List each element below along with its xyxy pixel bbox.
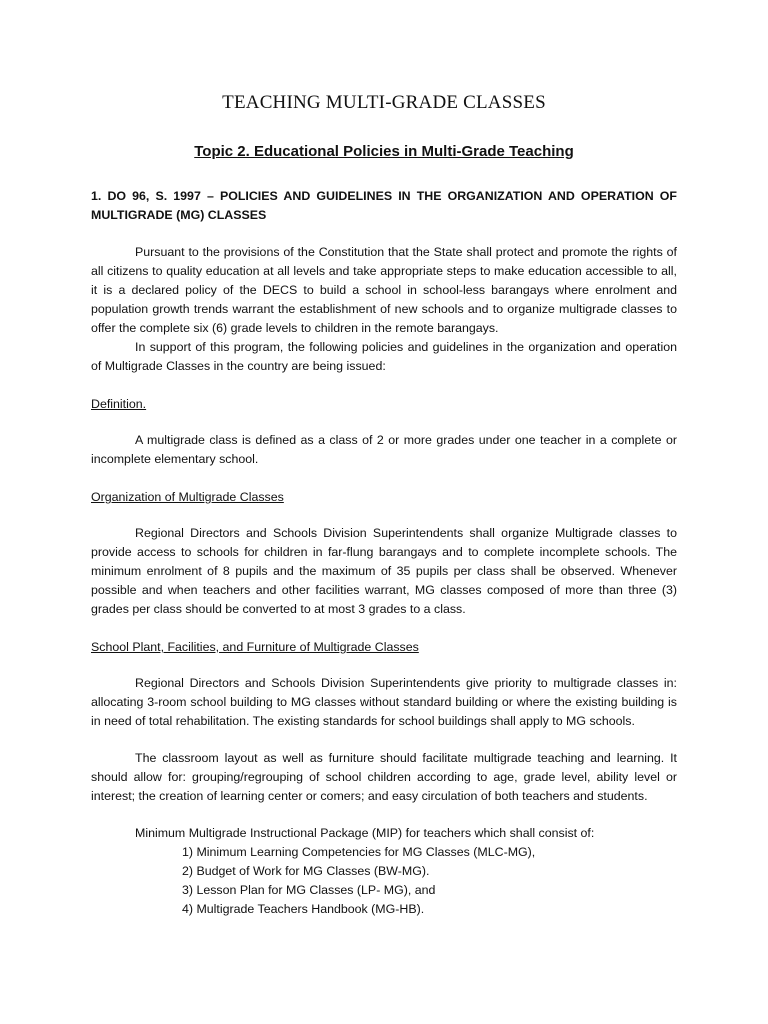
organization-heading: Organization of Multigrade Classes [91, 490, 284, 504]
topic-heading: Topic 2. Educational Policies in Multi-Grade Teaching [194, 143, 574, 160]
school-plant-paragraph-1: Regional Directors and Schools Division Superintendents give priority to multigrade classes in: allocating 3-room school building to MG classes without standard building or where the existing building is in need of total rehabilitation. The existing standards for school buildings shall apply to MG schools. [91, 676, 677, 728]
intro-paragraph: Pursuant to the provisions of the Constitution that the State shall protect and promote the rights of all citizens to quality education at all levels and take appropriate steps to make education accessible to all, it is a declared policy of the DECS to build a school in school-less barangays where enrolment and population growth trends warrant the establishment of new schools and to organize multigrade classes to offer the complete six (6) grade levels to children in the remote barangays. [91, 245, 677, 335]
definition-heading: Definition. [91, 397, 147, 411]
support-paragraph: In support of this program, the following policies and guidelines in the organization and operation of Multigrade Classes in the country are being issued: [91, 340, 677, 373]
section-heading: 1. DO 96, S. 1997 – POLICIES AND GUIDELINES IN THE ORGANIZATION AND OPERATION OF MULTIGRADE (MG) CLASSES [91, 189, 677, 222]
definition-paragraph: A multigrade class is defined as a class of 2 or more grades under one teacher in a complete or incomplete elementary school. [91, 433, 677, 466]
school-plant-paragraph-2: The classroom layout as well as furniture should facilitate multigrade teaching and learning. It should allow for: grouping/regrouping of school children according to age, grade level, ability level or interest; the creation of learning center or comers; and easy circulation of both teachers and students. [91, 751, 677, 803]
list-item: 2) Budget of Work for MG Classes (BW-MG). [182, 864, 430, 878]
list-item: 4) Multigrade Teachers Handbook (MG-HB). [182, 902, 425, 916]
mip-intro: Minimum Multigrade Instructional Package (MIP) for teachers which shall consist of: [135, 826, 595, 840]
mip-list [182, 843, 662, 919]
document-title: TEACHING MULTI-GRADE CLASSES [222, 92, 546, 113]
school-plant-heading: School Plant, Facilities, and Furniture of Multigrade Classes [91, 640, 419, 654]
list-item: 3) Lesson Plan for MG Classes (LP- MG), and [182, 883, 436, 897]
organization-paragraph: Regional Directors and Schools Division Superintendents shall organize Multigrade classes to provide access to schools for children in far-flung barangays and to complete incomplete schools. The minimum enrolment of 8 pupils and the maximum of 35 pupils per class shall be observed. Whenever possible and when teachers and other facilities warrant, MG classes composed of more than three (3) grades per class should be converted to at most 3 grades to a class. [91, 526, 677, 616]
list-item: 1) Minimum Learning Competencies for MG Classes (MLC-MG), [182, 845, 536, 859]
